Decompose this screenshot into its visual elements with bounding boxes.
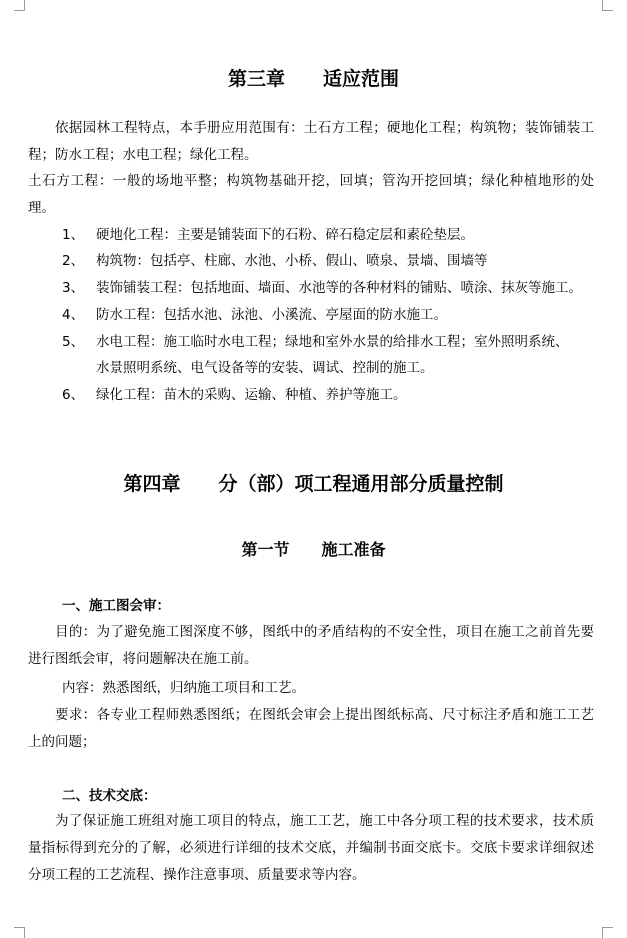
list-item-number: 2、 xyxy=(62,253,85,269)
drawing-review-content: 内容：熟悉图纸，归纳施工项目和工艺。 xyxy=(62,680,305,696)
crop-mark-top-left xyxy=(14,0,25,11)
list-item-text: 绿化工程：苗木的采购、运输、种植、养护等施工。 xyxy=(96,387,407,403)
chapter4-title: 第四章 分（部）项工程通用部分质量控制 xyxy=(123,473,504,495)
list-item xyxy=(62,305,447,325)
crop-mark-bottom-left xyxy=(14,927,25,938)
list-item xyxy=(62,332,569,352)
crop-mark-top-right xyxy=(602,0,613,11)
list-item-text: 构筑物：包括亭、柱廊、水池、小桥、假山、喷泉、景墙、围墙等 xyxy=(96,253,488,269)
list-item-text: 硬地化工程：主要是铺装面下的石粉、碎石稳定层和素砼垫层。 xyxy=(96,227,474,243)
list-item-text: 装饰铺装工程：包括地面、墙面、水池等的各种材料的铺贴、喷涂、抹灰等施工。 xyxy=(96,280,582,296)
drawing-review-purpose: 目的：为了避免施工图深度不够，图纸中的矛盾结构的不安全性，项目在施工之前首先要进行图纸会审，将问题解决在施工前。 xyxy=(28,624,594,667)
list-item-number: 3、 xyxy=(62,280,85,296)
earthwork-paragraph: 土石方工程：一般的场地平整；构筑物基础开挖，回填；管沟开挖回填；绿化种植地形的处理。 xyxy=(28,173,594,216)
drawing-review-requirement: 要求：各专业工程师熟悉图纸；在图纸会审会上提出图纸标高、尺寸标注矛盾和施工工艺上的问题； xyxy=(28,707,594,750)
list-item-number: 4、 xyxy=(62,307,85,323)
list-item xyxy=(62,278,582,298)
crop-mark-bottom-right xyxy=(602,927,613,938)
tech-briefing-heading: 二、技术交底： xyxy=(62,788,157,804)
list-item-text: 水电工程：施工临时水电工程；绿地和室外水景的给排水工程；室外照明系统、 xyxy=(96,334,569,350)
list-item-text: 防水工程：包括水池、泳池、小溪流、亭屋面的防水施工。 xyxy=(96,307,447,323)
chapter3-intro: 依据园林工程特点，本手册应用范围有：土石方工程；硬地化工程；构筑物；装饰铺装工程；防水工程；水电工程；绿化工程。 xyxy=(28,120,594,163)
list-item xyxy=(62,225,474,245)
list-item-number: 5、 xyxy=(62,334,85,350)
list-item xyxy=(62,385,407,405)
tech-briefing-body: 为了保证施工班组对施工项目的特点，施工工艺，施工中各分项工程的技术要求，技术质量指标得到充分的了解，必须进行详细的技术交底，并编制书面交底卡。交底卡要求详细叙述分项工程的工艺流程、操作注意事项、质量要求等内容。 xyxy=(28,813,594,883)
list-item xyxy=(62,251,488,271)
chapter3-title: 第三章 适应范围 xyxy=(227,68,399,90)
list-item-continuation: 水景照明系统、电气设备等的安装、调试、控制的施工。 xyxy=(96,360,434,376)
drawing-review-heading: 一、施工图会审： xyxy=(62,598,170,614)
list-item-number: 6、 xyxy=(62,387,85,403)
section1-title: 第一节 施工准备 xyxy=(241,540,386,559)
list-item-number: 1、 xyxy=(62,227,85,243)
